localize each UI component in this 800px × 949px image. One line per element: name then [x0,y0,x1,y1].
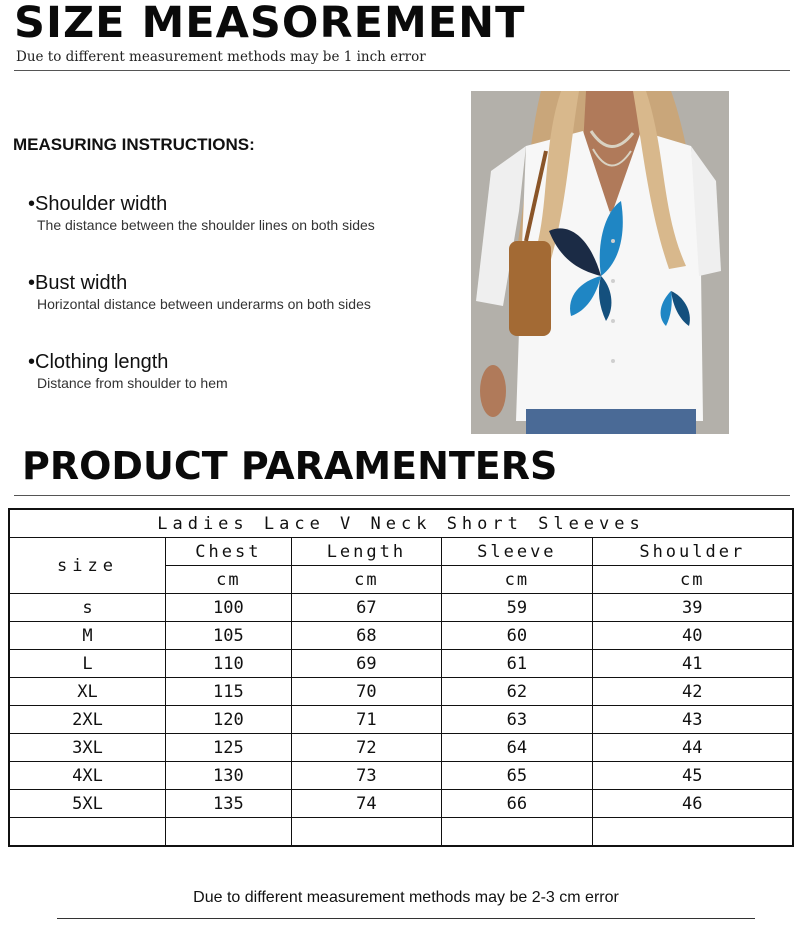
value-cell: 125 [166,734,292,762]
value-cell: 70 [291,678,441,706]
value-cell: 120 [166,706,292,734]
divider [57,918,755,919]
size-cell: 3XL [9,734,166,762]
model-photo [471,91,729,434]
size-header: size [9,538,166,594]
instruction-name: •Bust width [28,272,128,294]
value-cell: 130 [166,762,292,790]
value-cell: 42 [592,678,793,706]
unit-cell: cm [166,566,292,594]
size-table [8,508,794,847]
empty-cell [592,818,793,847]
instruction-desc: Distance from shoulder to hem [37,375,228,391]
value-cell: 64 [442,734,592,762]
value-cell: 74 [291,790,441,818]
value-cell: 44 [592,734,793,762]
empty-cell [291,818,441,847]
instruction-name: •Clothing length [28,351,169,373]
value-cell: 40 [592,622,793,650]
instructions-title: MEASURING INSTRUCTIONS: [13,135,255,154]
value-cell: 66 [442,790,592,818]
divider [14,495,790,496]
size-cell: s [9,594,166,622]
section-title: PRODUCT PARAMENTERS [22,444,558,488]
value-cell: 65 [442,762,592,790]
instruction-name: •Shoulder width [28,193,168,215]
value-cell: 60 [442,622,592,650]
table-row [9,678,793,706]
value-cell: 135 [166,790,292,818]
size-cell: L [9,650,166,678]
value-cell: 45 [592,762,793,790]
table-row [9,594,793,622]
instruction-desc: Horizontal distance between underarms on both sides [37,296,371,312]
table-row [9,762,793,790]
value-cell: 115 [166,678,292,706]
page-title: SIZE MEASOREMENT [14,0,526,48]
value-cell: 68 [291,622,441,650]
value-cell: 61 [442,650,592,678]
value-cell: 43 [592,706,793,734]
value-cell: 59 [442,594,592,622]
table-row [9,790,793,818]
value-cell: 62 [442,678,592,706]
unit-cell: cm [442,566,592,594]
instruction-clothing-length [28,350,228,392]
table-row [9,706,793,734]
table-row [9,622,793,650]
unit-cell: cm [592,566,793,594]
size-cell: M [9,622,166,650]
value-cell: 67 [291,594,441,622]
value-cell: 110 [166,650,292,678]
empty-cell [9,818,166,847]
page-subtitle: Due to different measurement methods may be 1 inch error [16,49,426,65]
value-cell: 46 [592,790,793,818]
value-cell: 105 [166,622,292,650]
value-cell: 69 [291,650,441,678]
column-header-shoulder: Shoulder [592,538,793,566]
instruction-bust-width [28,271,371,313]
size-cell: 4XL [9,762,166,790]
value-cell: 100 [166,594,292,622]
unit-cell: cm [291,566,441,594]
empty-cell [442,818,592,847]
size-cell: 5XL [9,790,166,818]
table-caption: Ladies Lace V Neck Short Sleeves [9,509,793,538]
table-row [9,734,793,762]
table-row [9,650,793,678]
divider [14,70,790,71]
value-cell: 39 [592,594,793,622]
footer-note: Due to different measurement methods may be 2-3 cm error [193,889,619,906]
value-cell: 73 [291,762,441,790]
empty-cell [166,818,292,847]
value-cell: 63 [442,706,592,734]
instruction-shoulder-width [28,192,375,234]
size-cell: XL [9,678,166,706]
size-cell: 2XL [9,706,166,734]
column-header-length: Length [291,538,441,566]
value-cell: 41 [592,650,793,678]
table-row-empty [9,818,793,847]
column-header-sleeve: Sleeve [442,538,592,566]
instruction-desc: The distance between the shoulder lines on both sides [37,217,375,233]
value-cell: 71 [291,706,441,734]
column-header-chest: Chest [166,538,292,566]
value-cell: 72 [291,734,441,762]
